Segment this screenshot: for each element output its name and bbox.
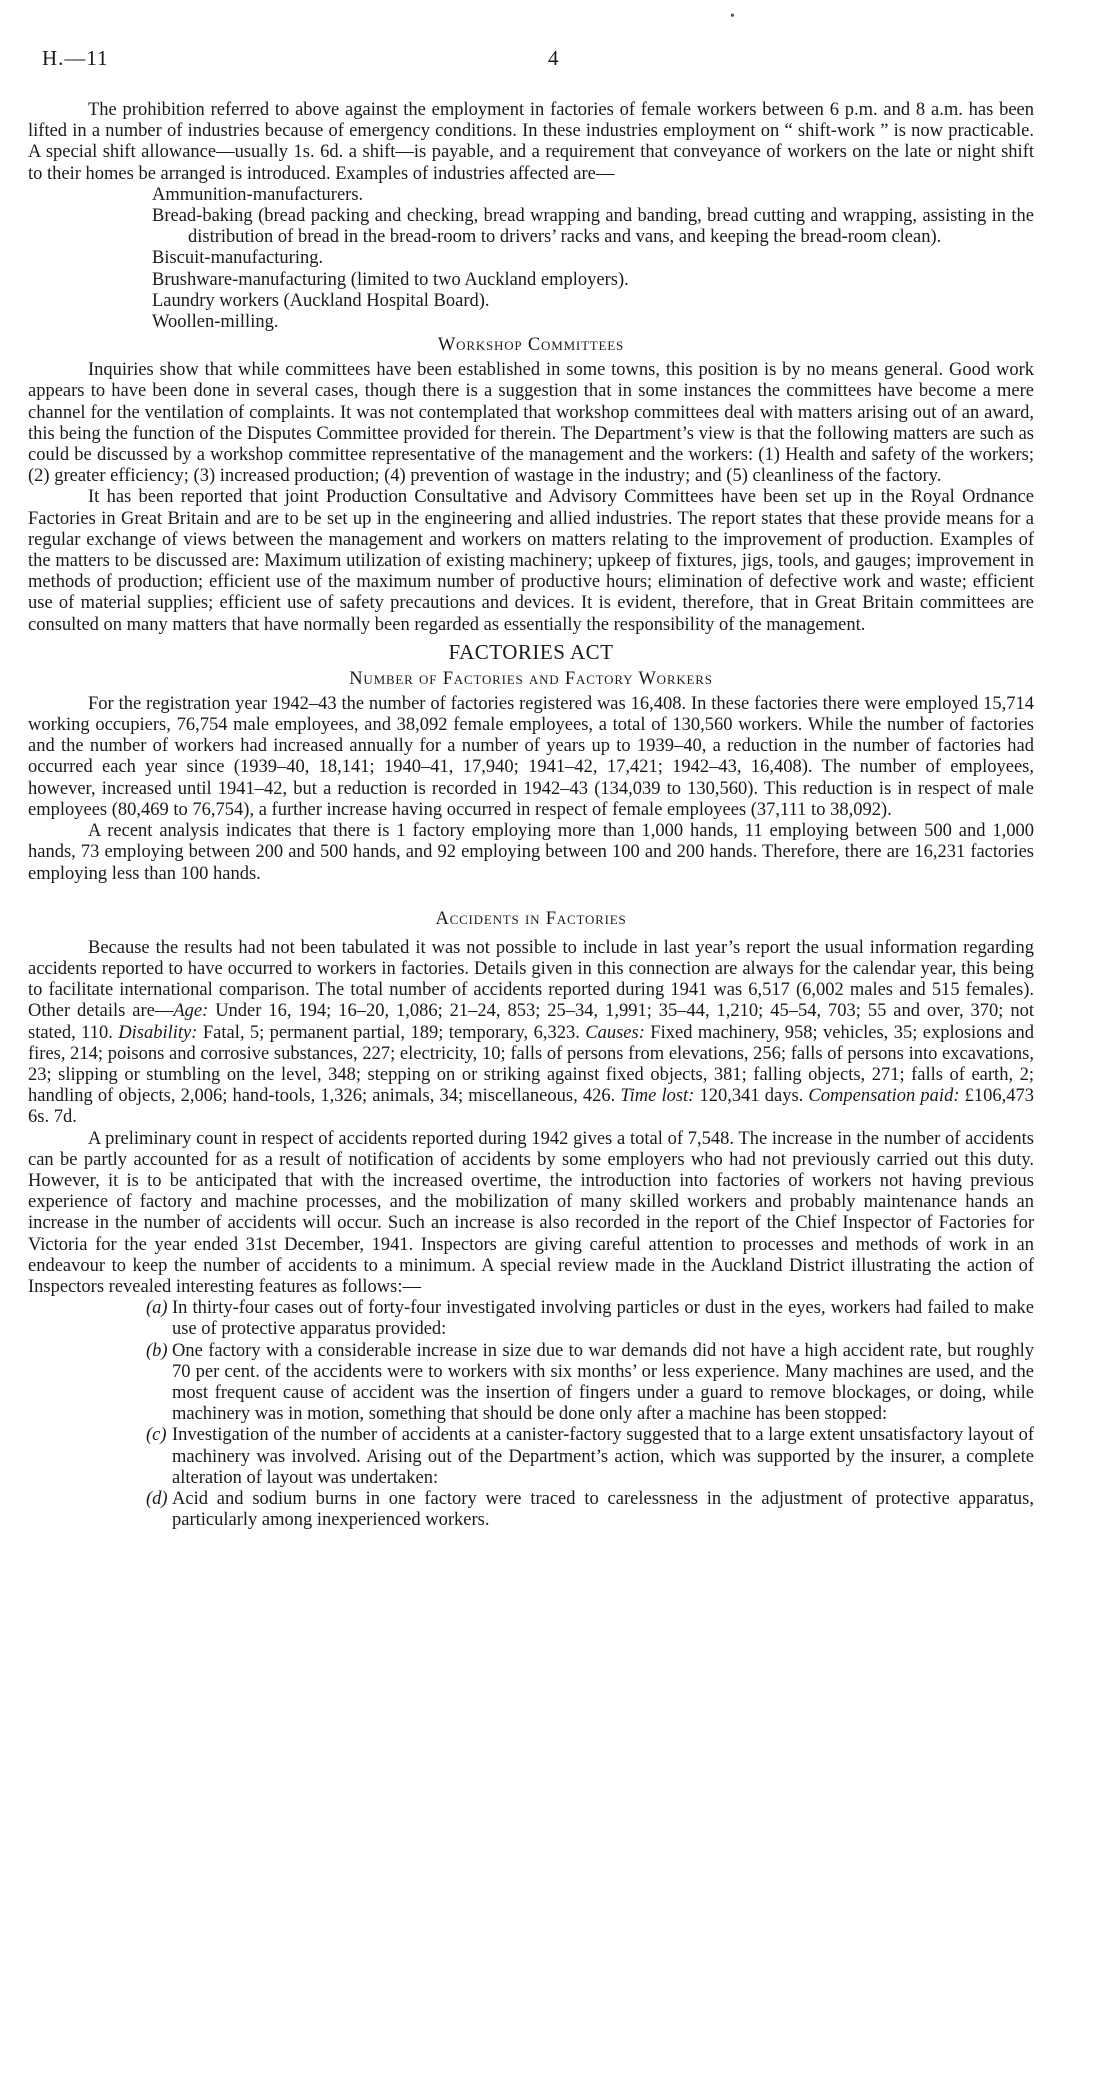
list-item: (b) One factory with a considerable increase in size due to war demands did not have a high accident rate, but roughly 70 per cent. of the accidents were to workers with six months’ or less experience. Many machines are used, and the most frequent cause of accident was the insertion of fingers under a guard to remove blockages, or doing, while machinery was in motion, something that should be done only after a machine has been stopped:: [146, 1340, 1034, 1425]
list-item: Laundry workers (Auckland Hospital Board).: [152, 290, 490, 311]
document-reference: H.—11: [42, 46, 109, 70]
paragraph: A preliminary count in respect of accidents reported during 1942 gives a total of 7,548. The increase in the number of accidents can be partly accounted for as a result of notification of accidents by some employers who had not previously carried out this duty. However, it is to be anticipated that with the increased overtime, the introduction into factories of workers not having previous experience of factory and machine processes, and the mobilization of many skilled workers and probably maintenance hands an increase in the number of accidents will occur. Such an increase is also recorded in the report of the Chief Inspector of Factories for Victoria for the year ended 31st December, 1941. Inspectors are giving careful attention to processes and methods of work in an endeavour to keep the number of accidents to a minimum. A special review made in the Auckland District illustrating the action of Inspectors revealed interesting features as follows:—: [28, 1128, 1034, 1297]
paragraph: Inquiries show that while committees have been established in some towns, this position is by no means general. Good work appears to have been done in several cases, though there is a suggestion that in some instances the committees have become a mere channel for the ventilation of complaints. It was not contemplated that workshop committees deal with matters arising out of an award, this being the function of the Disputes Committee provided for therein. The Department’s view is that the following matters are such as could be discussed by a workshop committee representative of the management and the workers: (1) Health and safety of the workers; (2) greater efficiency; (3) increased production; (4) prevention of wastage in the industry; and (5) cleanliness of the factory.: [28, 360, 1034, 487]
list-item: Woollen-milling.: [152, 312, 279, 333]
paragraph-accident-statistics: Because the results had not been tabulated it was not possible to include in last year’s report the usual information regarding accidents reported to have occurred to workers in factories. Details given in this connection are always for the calendar year, this being to facilitate international comparison. The total number of accidents reported during 1941 was 6,517 (6,002 males and 515 females). Other details are—Age: Under 16, 194; 16–20, 1,086; 21–24, 853; 25–34, 1,991; 35–44, 1,210; 45–54, 703; 55 and over, 370; not stated, 110. Disability: Fatal, 5; permanent partial, 189; temporary, 6,323. Causes: Fixed machinery, 958; vehicles, 35; explosions and fires, 214; poisons and corrosive substances, 227; electricity, 10; falls of persons from elevations, 256; falls of persons into excavations, 23; slipping or stumbling on the level, 348; stepping on or striking against fixed objects, 381; falling objects, 271; falls of earth, 2; handling of objects, 2,006; hand-tools, 1,326; animals, 34; miscellaneous, 426. Time lost: 120,341 days. Compensation paid: £106,473 6s. 7d.: [28, 937, 1035, 1128]
industries-list: [152, 185, 1034, 333]
heading-workshop-committees: Workshop Committees: [437, 335, 625, 356]
list-item: Ammunition-manufacturers.: [152, 184, 364, 205]
paragraph: For the registration year 1942–43 the number of factories registered was 16,408. In these factories there were employed 15,714 working occupiers, 76,754 male employees, and 38,092 female employees, a total of 130,560 workers. While the number of factories and the number of workers had increased annually for a number of years up to 1939–40, a reduction in the number of factories had occurred each year since (1939–40, 18,141; 1940–41, 17,940; 1941–42, 17,421; 1942–43, 16,408). The number of employees, however, increased until 1941–42, but a reduction is recorded in 1942–43 (134,039 to 130,560). This reduction is in respect of male employees (80,469 to 76,754), a further increase having occurred in respect of female employees (37,111 to 38,092).: [28, 693, 1034, 820]
findings-list: [146, 1298, 1034, 1531]
page-header: [28, 44, 1034, 74]
paragraph-shift-work: The prohibition referred to above against the employment in factories of female workers between 6 p.m. and 8 a.m. has been lifted in a number of industries because of emergency conditions. In these industries employment on “ shift-work ” is now practicable. A special shift allowance—usually 1s. 6d. a shift—is payable, and a requirement that conveyance of workers on the late or night shift to their homes be arranged is introduced. Examples of industries affected are—: [28, 100, 1034, 184]
heading-number-of-factories: Number of Factories and Factory Workers: [349, 668, 713, 689]
tick-mark: •: [730, 9, 735, 24]
list-item: (a) In thirty-four cases out of forty-four investigated involving particles or dust in the eyes, workers had failed to make use of protective apparatus provided:: [146, 1298, 1034, 1340]
list-item: Bread-baking (bread packing and checking, bread wrapping and banding, bread cutting and wrapping, assisting in the distribution of bread in the bread-room to drivers’ racks and vans, and keeping the bread-room clean).: [152, 206, 1034, 248]
page-number: 4: [548, 46, 559, 70]
heading-accidents-in-factories: Accidents in Factories: [435, 908, 627, 929]
heading-factories-act: FACTORIES ACT: [448, 639, 614, 664]
list-item: Brushware-manufacturing (limited to two Auckland employers).: [152, 269, 629, 290]
paragraph: A recent analysis indicates that there is 1 factory employing more than 1,000 hands, 11 employing between 500 and 1,000 hands, 73 employing between 200 and 500 hands, and 92 employing between 100 and 200 hands. Therefore, there are 16,231 factories employing less than 100 hands.: [28, 821, 1034, 884]
list-item: (d) Acid and sodium burns in one factory were traced to carelessness in the adjustment of protective apparatus, particularly among inexperienced workers.: [146, 1488, 1034, 1531]
list-item: (c) Investigation of the number of accidents at a canister-factory suggested that to a large extent unsatisfactory layout of machinery was involved. Arising out of the Department’s action, which was supported by the insurer, a complete alteration of layout was undertaken:: [146, 1425, 1034, 1488]
paragraph: It has been reported that joint Production Consultative and Advisory Committees have been set up in the Royal Ordnance Factories in Great Britain and are to be set up in the engineering and allied industries. The report states that these provide means for a regular exchange of views between the management and workers on matters relating to the improvement of production. Examples of the matters to be discussed are: Maximum utilization of existing machinery; upkeep of fixtures, jigs, tools, and gauges; improvement in methods of production; efficient use of the maximum number of productive hours; elimination of defective work and waste; efficient use of material supplies; efficient use of safety precautions and devices. It is evident, therefore, that in Great Britain committees are consulted on many matters that have normally been regarded as essentially the responsibility of the management.: [28, 487, 1034, 635]
list-item: Biscuit-manufacturing.: [152, 248, 324, 269]
